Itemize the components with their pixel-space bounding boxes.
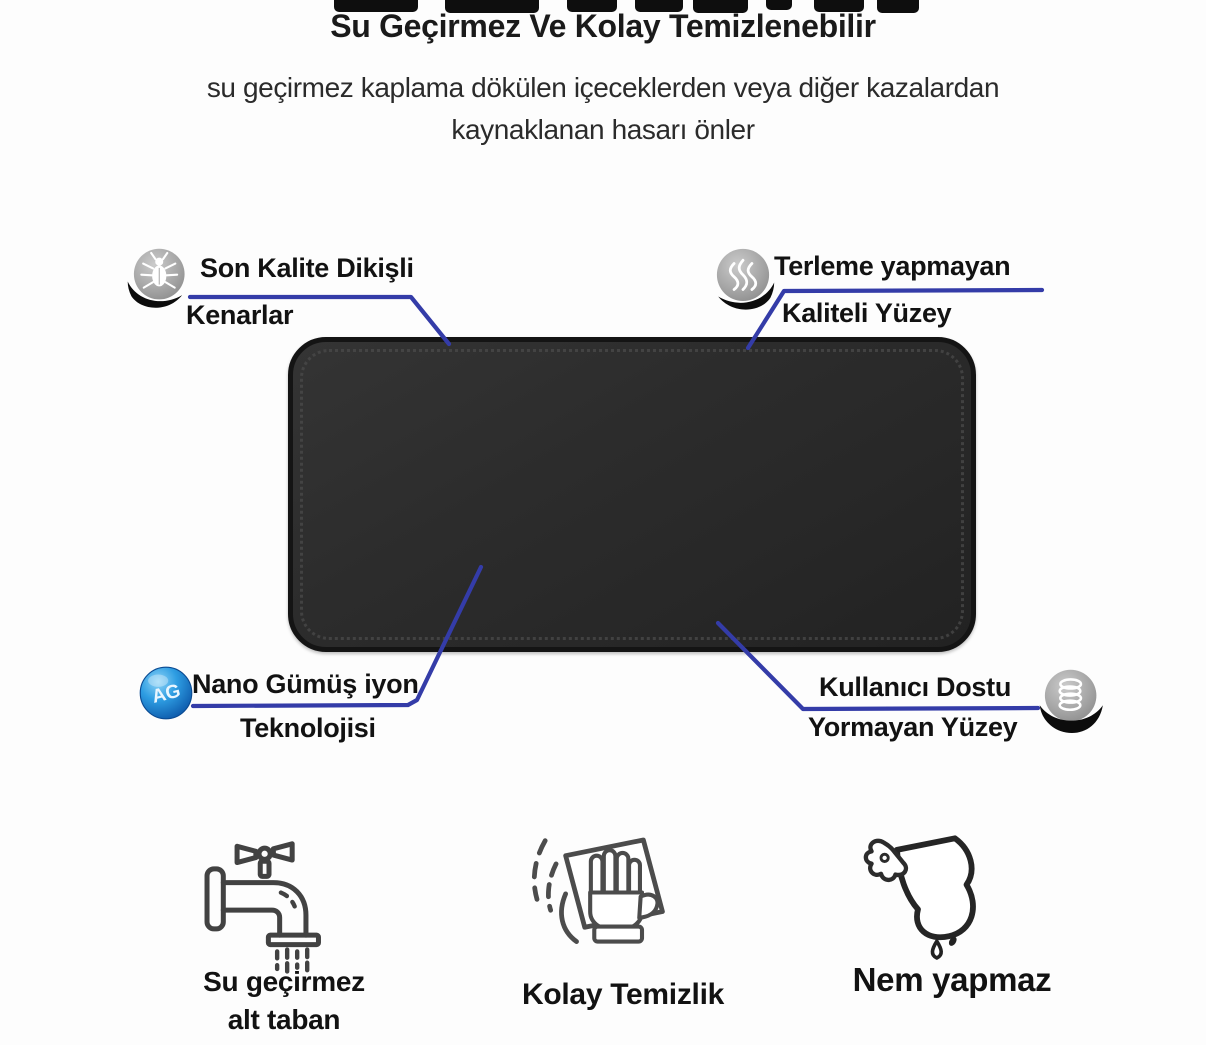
faucet-icon	[198, 830, 330, 974]
silver-ion-ag-icon	[138, 665, 194, 721]
heat-steam-icon	[708, 243, 778, 317]
feature-label-no-moisture: Nem yapmaz	[852, 961, 1052, 998]
callout-bottom-right-line2: Yormayan Yüzey	[808, 712, 1018, 742]
feature-label-waterproof-2: alt taban	[227, 1004, 341, 1035]
wiping-hand-icon	[522, 831, 672, 954]
mouse-pad-image	[288, 337, 976, 652]
callout-bottom-left-line2: Teknolojisi	[240, 713, 376, 743]
ag-badge-text: AG	[149, 680, 183, 708]
callout-top-left-line2: Kenarlar	[186, 300, 294, 330]
feature-label-waterproof-1: Su geçirmez	[203, 966, 365, 997]
callout-bottom-right-line1: Kullanıcı Dostu	[819, 672, 1012, 702]
spring-cushion-icon	[1034, 664, 1106, 740]
subtitle-line-1: su geçirmez kaplama dökülen içeceklerden veya diğer kazalardan	[206, 72, 1000, 103]
stitch-bug-icon	[124, 243, 192, 315]
callout-bottom-left-line1: Nano Gümüş iyon	[192, 669, 419, 699]
wringing-cloth-icon	[852, 818, 997, 963]
subtitle-line-2: kaynaklanan hasarı önler	[451, 114, 755, 145]
callout-top-right-line1: Terleme yapmayan	[774, 251, 1011, 281]
callout-top-left-line1: Son Kalite Dikişli	[200, 253, 414, 283]
page-title: Su Geçirmez Ve Kolay Temizlenebilir	[330, 8, 876, 44]
feature-label-easy-clean: Kolay Temizlik	[522, 978, 724, 1011]
callout-top-right-line2: Kaliteli Yüzey	[782, 298, 952, 328]
